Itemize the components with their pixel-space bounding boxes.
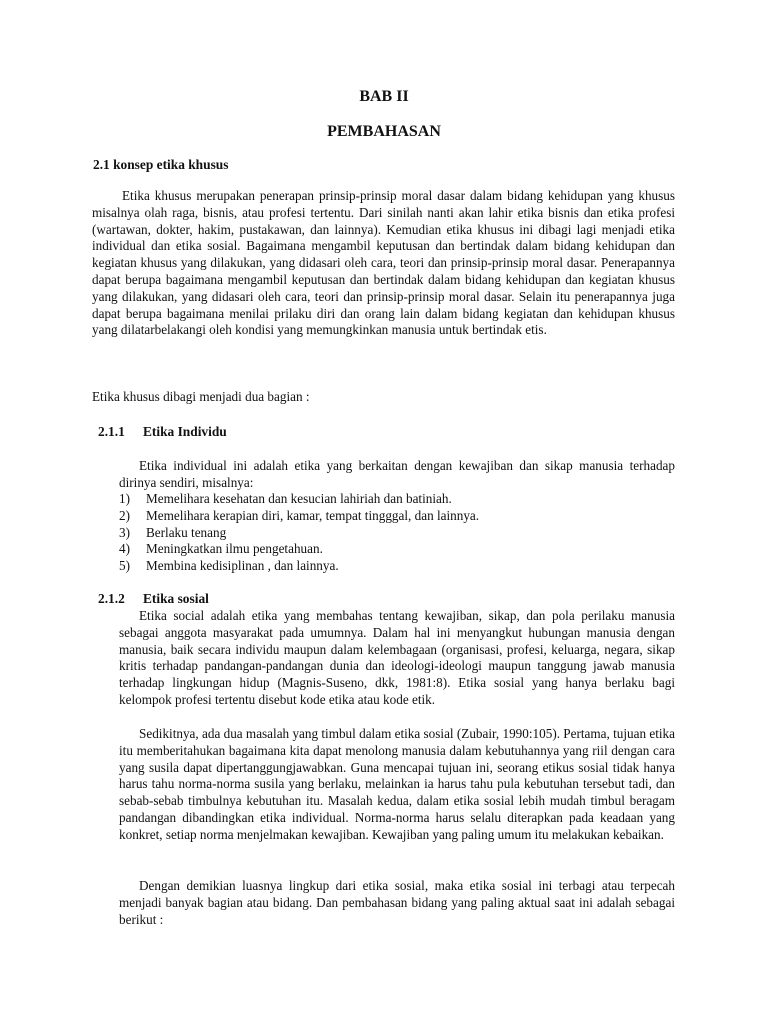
section-2-1-2-paragraph-1: Etika social adalah etika yang membahas tentang kewajiban, sikap, dan pola perilaku manusia sebagai anggota masyarakat pada umumnya. Dalam hal ini menyangkut hubungan manusia dengan manusia, baik secara individu maupun dalam kelembagaan (organisasi, profesi, keluarga, negara, sikap kritis terhadap pandangan-pandangan dunia dan ideologi-ideologi maupun tanggung jawab manusia terhadap lingkungan hidup (Magnis-Suseno, dkk, 1981:8). Etika sosial yang hanya berlaku bagi kelompok profesi tertentu disebut kode etika atau kode etik. [119,608,675,707]
section-2-1-paragraph-2: Etika khusus dibagi menjadi dua bagian : [92,389,310,404]
section-2-1-1-number: 2.1.1 [98,424,125,439]
section-2-1-2-paragraph-3: Dengan demikian luasnya lingkup dari etika sosial, maka etika sosial ini terbagi atau terpecah menjadi banyak bagian atau bidang. Dan pembahasan bidang yang paling aktual saat ini adalah sebagai berikut : [119,878,675,927]
section-2-1-paragraph-1: Etika khusus merupakan penerapan prinsip-prinsip moral dasar dalam bidang kehidupan yang khusus misalnya olah raga, bisnis, atau profesi tertentu. Dari sinilah nanti akan lahir etika bisnis dan etika profesi (wartawan, dokter, hakim, pustakawan, dan lainnya). Kemudian etika khusus ini dibagi lagi menjadi etika individual dan etika sosial. Bagaimana mengambil keputusan dan bertindak dalam bidang kehidupan dan kegiatan khusus yang dilakukan, yang didasari oleh cara, teori dan prinsip-prinsip moral dasar. Penerapannya dapat berupa bagaimana mengambil keputusan dan bertindak dalam bidang kehidupan dan kegiatan khusus yang dilakukan, yang didasari oleh cara, teori dan prinsip-prinsip moral dasar. Selain itu penerapannya juga dapat berupa bagaimana menilai prilaku diri dan orang lain dalam bidang kegiatan dan kehidupan khusus yang dilatarbelakangi oleh kondisi yang memungkinkan manusia untuk bertindak etis. [92,188,675,338]
list-item-text: Memelihara kesehatan dan kesucian lahiriah dan batiniah. [146,491,452,506]
list-item-number: 1) [119,491,130,506]
list-item [119,541,675,558]
section-2-1-1-intro: Etika individual ini adalah etika yang berkaitan dengan kewajiban dan sikap manusia terhadap dirinya sendiri, misalnya: [119,458,675,490]
list-item-text: Membina kedisiplinan , dan lainnya. [146,558,339,574]
chapter-title: PEMBAHASAN [327,123,441,140]
section-2-1-heading: 2.1 konsep etika khusus [93,157,229,172]
list-item-text: Memelihara kerapian diri, kamar, tempat tingggal, dan lainnya. [146,507,480,523]
section-2-1-2-paragraph-2: Sedikitnya, ada dua masalah yang timbul dalam etika sosial (Zubair, 1990:105). Pertama, tujuan etika itu memberitahukan bagaimana kita dapat menolong manusia dalam kebutuhannya yang riil dengan cara yang susila dapat dipertanggungjawabkan. Guna mencapai tujuan ini, seorang etikus sosial tidak hanya harus tahu norma-norma susila yang berlaku, melainkan ia harus tahu pula kebutuhan tersebut tadi, dan sebab-sebab timbulnya kebutuhan itu. Masalah kedua, dalam etika sosial lebih mudah timbul beragam pandangan dibandingkan etika individual. Norma-norma harus selalu diterapkan pada keadaan yang konkret, setiap norma menjelmakan kewajiban. Kewajiban yang paling umum itu melakukan kebaikan. [119,726,675,842]
list-item [119,558,675,575]
list-item-number: 3) [119,524,130,540]
list-item-number: 2) [119,507,130,523]
list-item-number: 5) [119,558,130,574]
individual-ethics-list [119,491,675,575]
chapter-label: BAB II [359,88,409,105]
list-item [119,525,675,542]
list-item-number: 4) [119,541,130,557]
section-2-1-1-heading [98,424,227,440]
section-2-1-2-heading [98,591,209,607]
list-item-text: Berlaku tenang [146,524,227,540]
list-item-text: Meningkatkan ilmu pengetahuan. [146,541,323,557]
section-2-1-2-title: Etika sosial [143,591,209,606]
section-2-1-2-number: 2.1.2 [98,591,125,606]
list-item [119,508,675,525]
section-2-1-1-title: Etika Individu [143,424,227,439]
list-item [119,491,675,508]
